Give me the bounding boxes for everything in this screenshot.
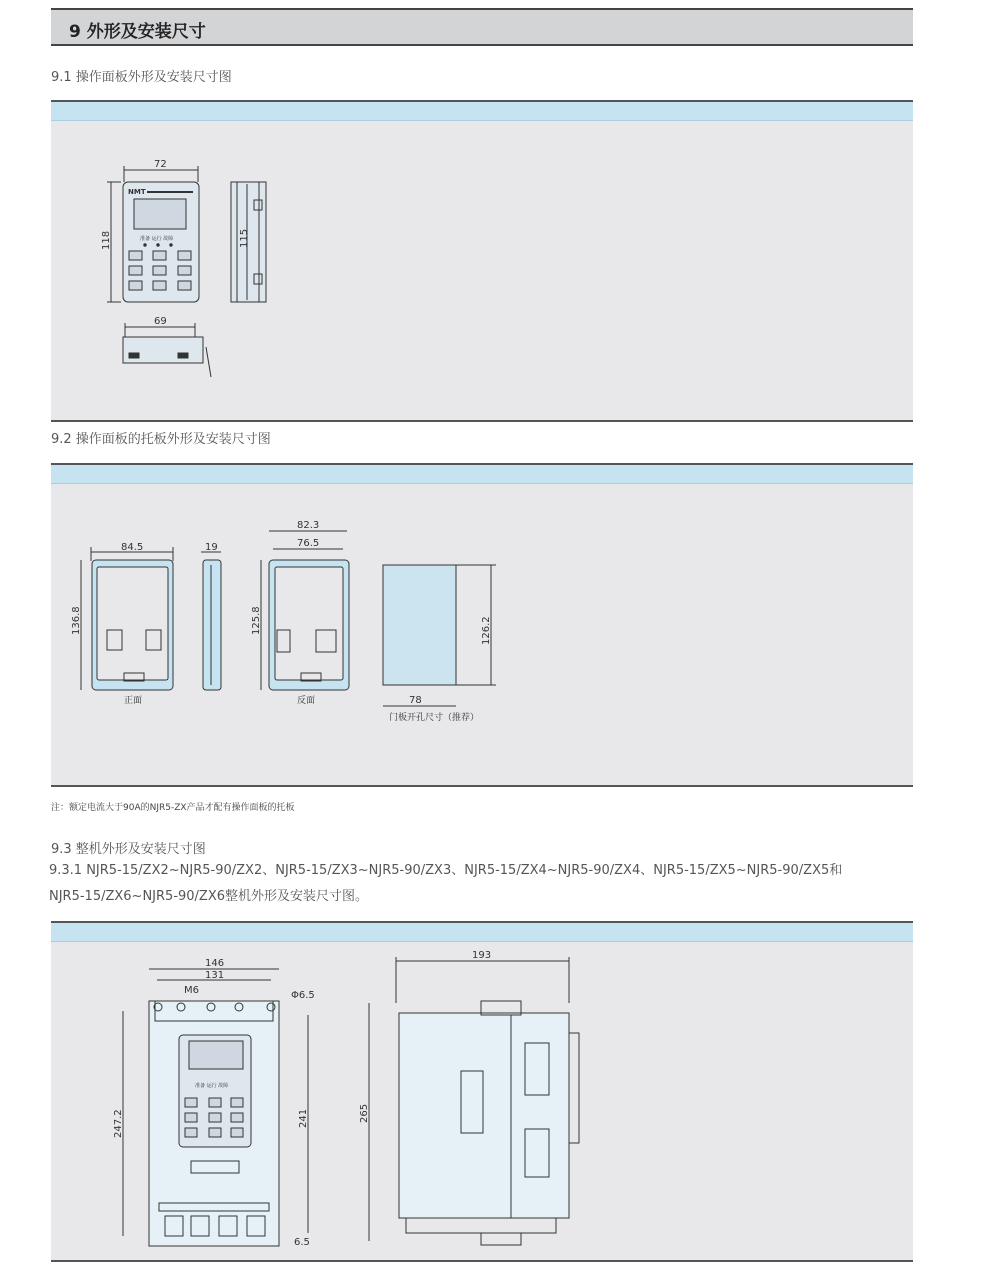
dim-back-inner-width: 76.5	[297, 538, 320, 549]
operator-panel-drawing	[51, 102, 913, 420]
dim-side-width: 193	[472, 950, 492, 961]
door-cutout	[383, 565, 456, 685]
section-9-3-1-line1: 9.3.1 NJR5-15/ZX2~NJR5-90/ZX2、NJR5-15/ZX3~NJR5-90/ZX3、NJR5-15/ZX4~NJR5-90/ZX4、NJR5-15/ZX5~NJR5-90/ZX5和	[49, 863, 843, 878]
label-back: 反面	[297, 696, 316, 706]
label-front: 正面	[124, 696, 143, 706]
dim-bottom-width: 69	[154, 316, 167, 327]
starter-drawing	[51, 923, 913, 1260]
dim-front-height-2472: 247.2	[113, 1109, 124, 1138]
dim-mount-hole: Φ6.5	[291, 990, 315, 1001]
section-9-3-1-line2: NJR5-15/ZX6~NJR5-90/ZX6整机外形及安装尺寸图。	[49, 889, 369, 904]
brand-logo: NMT	[128, 188, 146, 196]
lcd-screen	[134, 199, 186, 229]
dim-bottom-offset: 6.5	[294, 1237, 310, 1248]
dim-width: 72	[154, 159, 167, 170]
panel-9-2-drawing	[51, 463, 913, 787]
dim-side-height: 265	[359, 1103, 370, 1123]
label-cutout: 门板开孔尺寸（推荐）	[389, 713, 480, 723]
dim-screw: M6	[184, 985, 199, 996]
dim-cutout-height: 126.2	[481, 616, 492, 645]
starter-lcd	[189, 1041, 243, 1069]
dim-back-height: 125.8	[251, 606, 262, 635]
dim-front-width-146: 146	[205, 958, 225, 969]
panel-bottom-outline	[123, 337, 203, 363]
dim-cutout-width: 78	[409, 695, 422, 706]
dim-front-width: 84.5	[121, 542, 144, 553]
bracket-drawing	[51, 465, 913, 785]
chapter-title: 9 外形及安装尺寸	[69, 22, 206, 42]
chapter-header	[51, 8, 913, 46]
section-9-2-heading: 9.2 操作面板的托板外形及安装尺寸图	[51, 432, 271, 447]
dim-side-height: 115	[239, 228, 250, 248]
dim-height: 118	[101, 230, 112, 250]
dim-front-height: 136.8	[71, 606, 82, 635]
section-9-3-1-text	[49, 858, 919, 910]
bracket-note: 注：额定电流大于90A的NJR5-ZX产品才配有操作面板的托板	[51, 803, 295, 813]
panel-9-3-drawing	[51, 921, 913, 1262]
starter-side-body	[399, 1013, 569, 1218]
panel-9-1-drawing	[51, 100, 913, 422]
dim-depth: 19	[205, 542, 218, 553]
led-labels: 准备 运行 故障	[140, 236, 174, 242]
dim-front-height-241: 241	[298, 1108, 309, 1128]
section-9-1-heading: 9.1 操作面板外形及安装尺寸图	[51, 70, 232, 85]
section-9-3-heading: 9.3 整机外形及安装尺寸图	[51, 842, 206, 857]
dim-front-width-131: 131	[205, 970, 225, 981]
dim-back-outer-width: 82.3	[297, 520, 320, 531]
starter-led-labels: 准备 运行 故障	[195, 1083, 229, 1089]
bracket-side	[203, 560, 221, 690]
